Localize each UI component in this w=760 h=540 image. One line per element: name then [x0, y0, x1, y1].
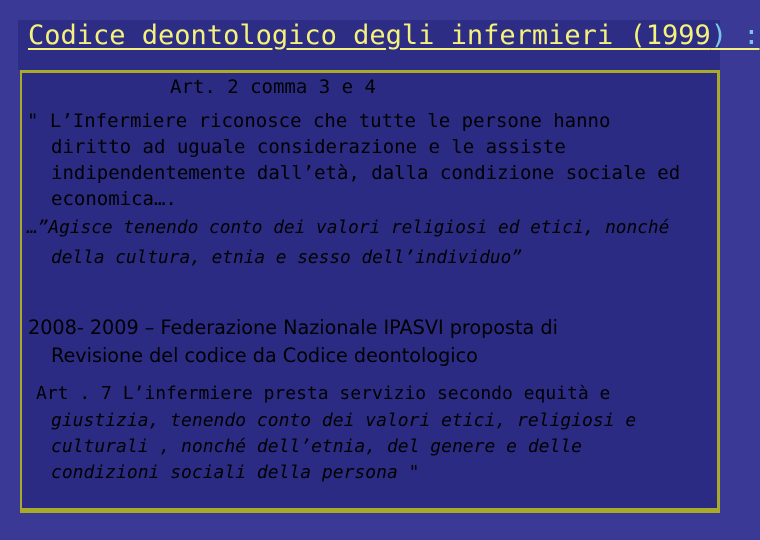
quote-line-1: " L’Infermiere riconosce che tutte le persone hanno [27, 110, 611, 132]
quote-line-2: diritto ad uguale considerazione e le assiste [51, 136, 566, 158]
title-main: Codice deontologico degli infermieri (1999 [28, 20, 711, 51]
quote-line-3: indipendentemente dall’età, dalla condizione sociale ed [51, 162, 681, 184]
revision-line-1: 2008- 2009 – Federazione Nazionale IPASVI proposta di [28, 316, 558, 339]
revision-line-2: Revisione del codice da Codice deontologico [51, 344, 478, 367]
art7-line-4: condizioni sociali della persona " [51, 462, 420, 483]
art7-line-1: Art . 7 L’infermiere presta servizio secondo equità e [36, 383, 611, 404]
art-heading: Art. 2 comma 3 e 4 [170, 76, 376, 98]
art7-line-2: giustizia, tenendo conto dei valori etici, religiosi e [51, 410, 637, 431]
art7-line-3: culturali , nonché dell’etnia, del genere e delle [51, 436, 583, 457]
quote-line-6: della cultura, etnia e sesso dell’individuo” [51, 247, 523, 268]
quote-line-5: …”Agisce tenendo conto dei valori religiosi ed etici, nonché [27, 217, 670, 238]
slide-title [28, 20, 760, 51]
quote-line-4: economica…. [51, 188, 177, 210]
title-tail: ) : [710, 20, 760, 51]
